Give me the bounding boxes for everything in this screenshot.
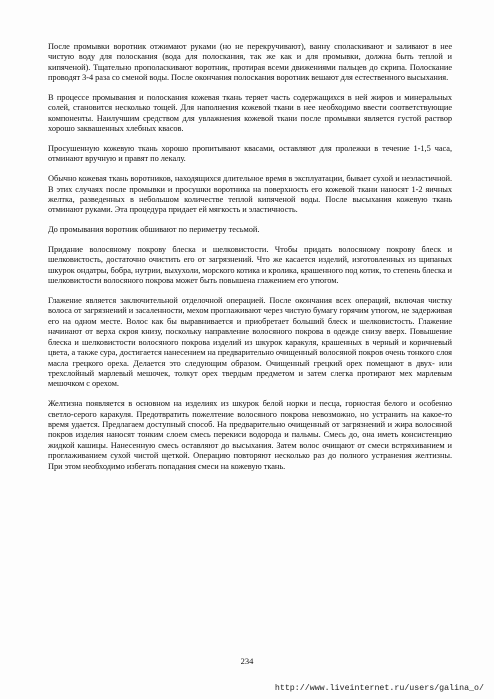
paragraph: Глажение является заключительной отделочной операцией. После окончания всех операций, включая чистку волоса от загрязнений и засаленности, мехом проглаживают через чистую бумагу горячим утюгом, не задерживая его на одном месте. Волос как бы выравнивается и приобретает больший блеск и шелковистость. Глажение начинают от верха скроя книзу, поскольку направление волосяного покрова в одежде снизу вверх. Повышение блеска и шелковистости волосяного покрова изделий из шкурок каракуля, крашенных в черный и коричневый цвета, а также сура, достигается нанесением на предварительно очищенный волосяной покров очень тонкого слоя масла грецкого ореха. Делается это следующим образом. Очищенный грецкий орех помещают в двух- или трехслойный марлевый мешочек, толкут орех твердым предметом и затем слегка протирают мех марлевым мешочком с орехом.: [48, 296, 452, 389]
paragraph: До промывания воротник обшивают по периметру тесьмой.: [48, 225, 260, 235]
paragraph: Просушенную кожевую ткань хорошо пропитывают квасами, оставляют для пролежки в течение 1-1,5 часа, отминают вручную и правят по лекалу.: [48, 144, 452, 164]
paragraph: Придание волосяному покрову блеска и шелковистости. Чтобы придать волосяному покрову блеск и шелковистость, достаточно очистить его от загрязнений. Что же касается изделий, изготовленных из щипаных шкурок ондатры, бобра, нутрии, выхухоли, морского котика и кролика, крашенного под котик, то степень блеска и шелковистости волосяного покрова может быть повышена глажением его утюгом.: [48, 245, 452, 286]
document-body: [48, 42, 452, 481]
source-watermark: http://www.liveinternet.ru/users/galina_o/: [274, 684, 484, 693]
page-number: 234: [240, 656, 254, 666]
paragraph: Желтизна появляется в основном на изделиях из шкурок белой норки и песца, горностая белого и особенно светло-серого каракуля. Предотвратить пожелтение волосяного покрова невозможно, но устранить на какое-то время удается. Предлагаем доступный способ. На предварительно очищенный от загрязнений и жира волосяной покров изделия наносят тонким слоем смесь перекиси водорода и пальмы. Смесь до, она иметь консистенцию жидкой кашицы. Нанесенную смесь оставляют до высыхания. Затем волос очищают от смеси встряхиванием и проглаживанием сухой чистой щеткой. Операцию повторяют несколько раз до полного устранения желтизны. При этом необходимо избегать попадания смеси на кожевую ткань.: [48, 399, 452, 471]
paragraph: После промывки воротник отжимают руками (но не перекручивают), ванну споласкивают и заливают в нее чистую воду для полоскания (вода для полоскания, так же как и для промывки, должна быть теплой и кипяченой). Тщательно прополаскивают воротник, протирая всеми движениями пальцев до скрипа. Полоскание проводят 3-4 раза со сменой воды. После окончания полоскания воротник вешают для естественного высыхания.: [48, 42, 452, 83]
paragraph: В процессе промывания и полоскания кожевая ткань теряет часть содержащихся в ней жиров и минеральных солей, становится несколько тощей. Для наполнения кожевой ткани в нее необходимо ввести соответствующие компоненты. Наилучшим средством для увлажнения кожевой ткани после промывки является густой раствор хорошо заквашенных хлебных квасов.: [48, 93, 452, 134]
paragraph: Обычно кожевая ткань воротников, находящихся длительное время в эксплуатации, бывает сухой и неэластичной. В этих случаях после промывки и просушки воротника на поверхность его кожевой ткани наносят 1-2 яичных желтка, разведенных в небольшом количестве теплой кипяченой воды. После высыхания кожевую ткань отминают руками. Эта процедура придает ей мягкость и эластичность.: [48, 174, 452, 215]
